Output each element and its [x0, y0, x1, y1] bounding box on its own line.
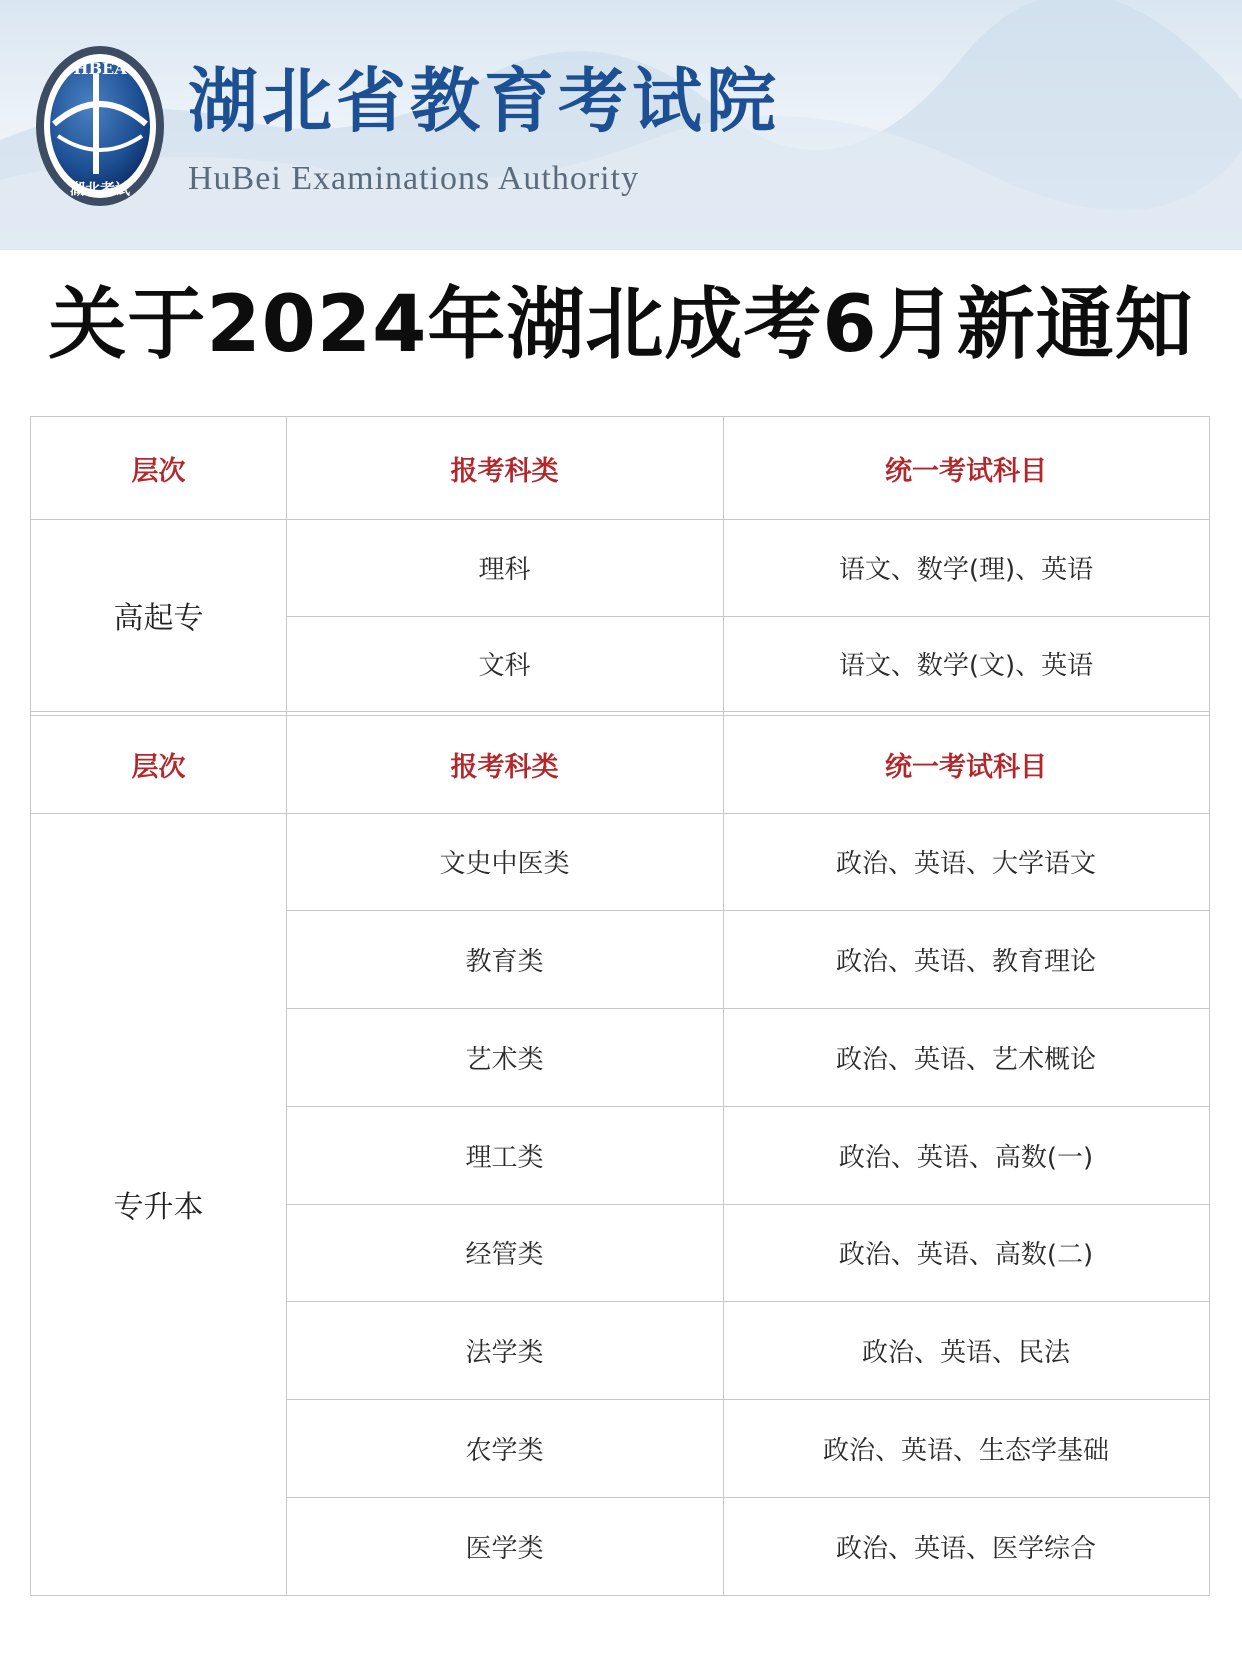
org-name: 湖北省教育考试院: [188, 59, 780, 142]
column-header-category: 报考科类: [450, 751, 559, 783]
svg-text:湖北考试: 湖北考试: [69, 180, 131, 198]
hbea-logo-icon: [34, 44, 166, 208]
subjects-cell: 政治、英语、教育理论: [835, 946, 1096, 977]
category-cell: 文史中医类: [439, 849, 570, 879]
column-header-level: 层次: [131, 455, 186, 487]
level-cell-zhuanshengben: 专升本: [113, 1190, 204, 1225]
org-name-english: HuBei Examinations Authority: [188, 160, 640, 197]
subjects-cell: 语文、数学(理)、英语: [838, 555, 1094, 585]
subjects-cell: 政治、英语、大学语文: [835, 849, 1096, 879]
subjects-cell: 政治、英语、艺术概论: [835, 1044, 1096, 1075]
category-cell: 法学类: [465, 1337, 544, 1368]
page-title: 关于2024年湖北成考6月新通知: [48, 280, 1194, 370]
column-header-subjects: 统一考试科目: [885, 455, 1047, 487]
subjects-cell: 政治、英语、民法: [861, 1337, 1070, 1368]
exam-subjects-table: [30, 416, 1210, 1596]
category-cell: 理工类: [465, 1142, 544, 1173]
grid-line: [31, 711, 1209, 712]
category-cell: 医学类: [465, 1533, 544, 1564]
header-banner: [0, 0, 1242, 250]
column-header-subjects: 统一考试科目: [885, 751, 1047, 783]
category-cell: 理科: [478, 555, 531, 585]
column-header-category: 报考科类: [450, 455, 559, 487]
category-cell: 农学类: [465, 1435, 544, 1466]
category-cell: 经管类: [465, 1240, 544, 1270]
category-cell: 艺术类: [465, 1044, 544, 1075]
subjects-cell: 政治、英语、高数(二): [838, 1240, 1094, 1270]
category-cell: 教育类: [465, 946, 544, 977]
column-header-level: 层次: [131, 751, 186, 783]
subjects-cell: 语文、数学(文)、英语: [838, 651, 1094, 681]
category-cell: 文科: [478, 651, 531, 681]
svg-text:HBEA: HBEA: [73, 59, 127, 78]
subjects-cell: 政治、英语、医学综合: [835, 1533, 1096, 1564]
level-cell-gaoqizhuan: 高起专: [113, 601, 204, 636]
subjects-cell: 政治、英语、生态学基础: [822, 1435, 1109, 1466]
subjects-cell: 政治、英语、高数(一): [838, 1142, 1094, 1173]
